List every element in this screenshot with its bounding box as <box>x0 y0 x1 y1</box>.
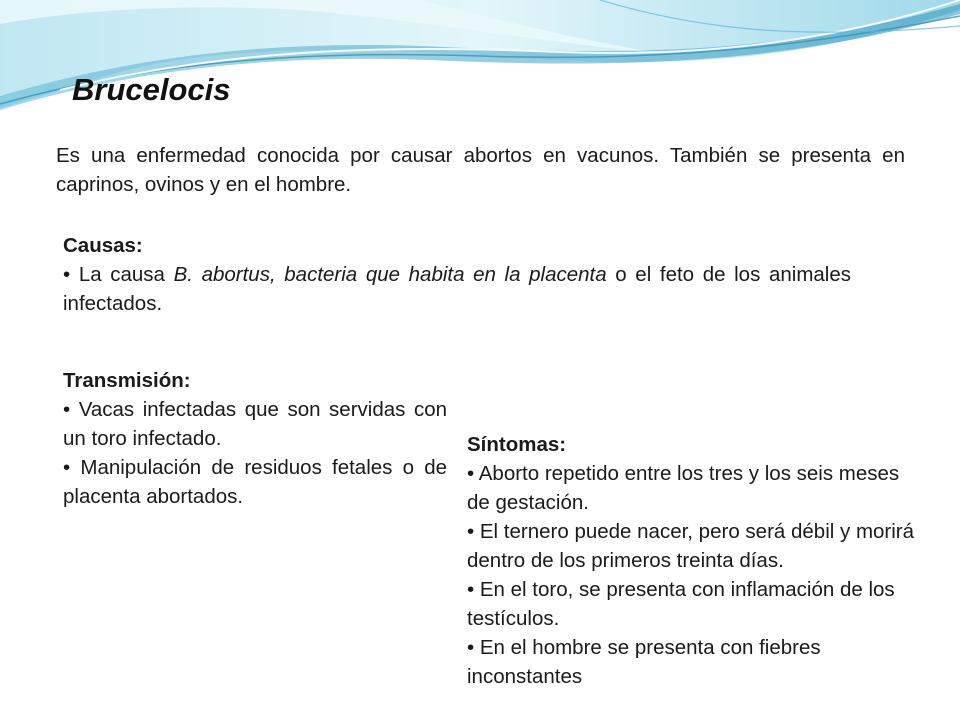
sintomas-section <box>467 430 917 691</box>
causas-heading: Causas: <box>63 234 143 257</box>
causas-italic: B. abortus, bacteria que habita en la placenta <box>173 263 607 286</box>
transmision-section <box>63 366 447 511</box>
list-item: • En el hombre se presenta con fiebres inconstantes <box>467 636 821 688</box>
causas-prefix: La causa <box>78 263 165 286</box>
header-wave-decoration <box>0 0 960 130</box>
list-item: • El ternero puede nacer, pero será débil y morirá dentro de los primeros treinta días. <box>467 520 915 572</box>
sintomas-heading: Síntomas: <box>467 433 567 456</box>
causas-item <box>63 260 851 318</box>
list-item: • Aborto repetido entre los tres y los seis meses de gestación. <box>467 462 900 514</box>
slide-title: Brucelocis <box>72 72 231 107</box>
intro-paragraph: Es una enfermedad conocida por causar abortos en vacunos. También se presenta en caprinos, ovinos y en el hombre. <box>56 144 905 196</box>
list-item: • Manipulación de residuos fetales o de placenta abortados. <box>63 456 447 508</box>
list-item: • Vacas infectadas que son servidas con un toro infectado. <box>63 398 447 450</box>
bullet: • <box>63 263 71 286</box>
transmision-heading: Transmisión: <box>63 369 191 392</box>
list-item: • En el toro, se presenta con inflamación de los testículos. <box>467 578 895 630</box>
causas-section <box>63 231 851 318</box>
causas-suffix: o el feto de los animales infectados. <box>63 263 852 315</box>
